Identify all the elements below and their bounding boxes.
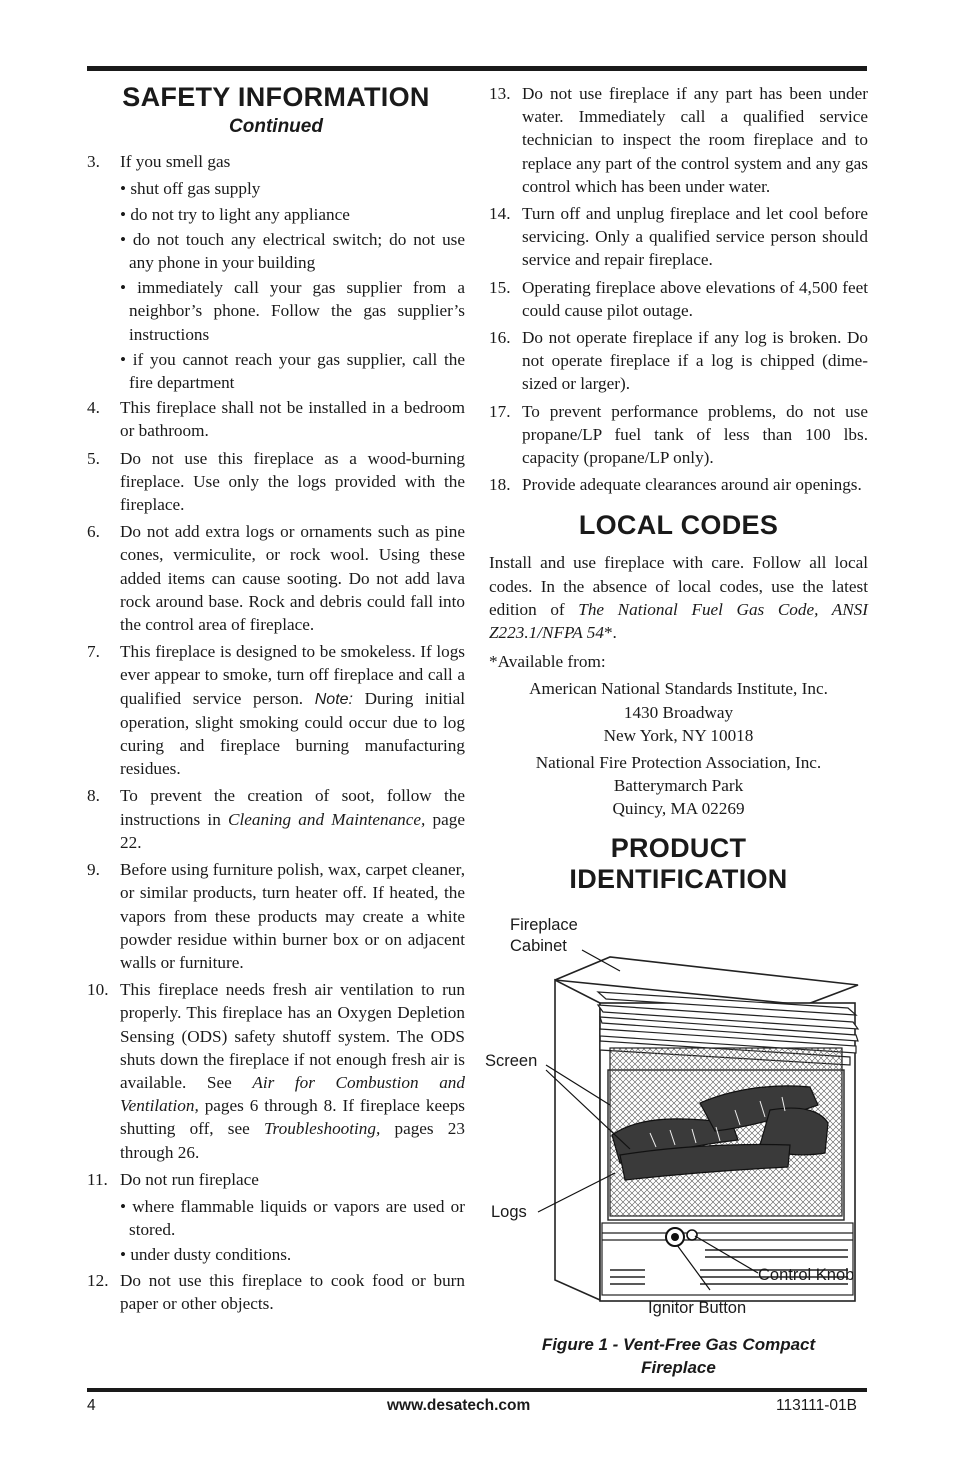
address-ansi: American National Standards Institute, Inc. 1430 Broadway New York, NY 10018 xyxy=(529,679,828,745)
label-control-knob: Control Knob xyxy=(758,1266,855,1284)
product-id-heading: PRODUCT IDENTIFICATION xyxy=(569,832,788,894)
bullet-item: • do not touch any electrical switch; do not use any phone in your building xyxy=(120,229,465,273)
list-item-14: 14. Turn off and unplug fireplace and let cool before servicing. Only a qualified service person should service and repair fireplace. xyxy=(489,204,868,270)
page-number: 4 xyxy=(87,1397,96,1414)
website-link[interactable]: www.desatech.com xyxy=(387,1397,531,1414)
available-from: *Available from: xyxy=(489,652,606,672)
list-item-3: 3. If you smell gas xyxy=(87,152,231,172)
local-codes-heading: LOCAL CODES xyxy=(578,510,779,541)
list-item-8: 8. To prevent the creation of soot, follow the instructions in Cleaning and Maintenance, page 22. xyxy=(87,786,465,852)
bullet-item: • under dusty conditions. xyxy=(120,1245,292,1265)
bullet-item: • shut off gas supply xyxy=(120,179,261,199)
list-item-17: 17. To prevent performance problems, do not use propane/LP fuel tank of less than 100 lbs. capacity (propane/LP only). xyxy=(489,401,868,468)
safety-heading: SAFETY INFORMATION xyxy=(122,82,430,112)
list-item-10: 10. This fireplace needs fresh air ventilation to run properly. This fireplace has an Oxygen Depletion Sensing (ODS) safety shutoff system. The ODS shuts down the fireplace if not enough fresh air is available. See Air for Combustion and Ventilation, pages 6 through 8. If fireplace keeps shutting off, see Troubleshooting, pages 23 through 26. xyxy=(87,980,465,1162)
note-label: Note: xyxy=(314,690,353,708)
list-item-16: 16. Do not operate fireplace if any log is broken. Do not operate fireplace if a log is chipped (dime-sized or larger). xyxy=(489,328,868,394)
list-item-12: 12. Do not use this fireplace to cook food or burn paper or other objects. xyxy=(87,1270,465,1313)
bullet-item: • if you cannot reach your gas supplier, call the fire department xyxy=(120,349,465,393)
label-screen: Screen xyxy=(485,1052,538,1070)
bullet-item: • immediately call your gas supplier from a neighbor’s phone. Follow the gas supplier’s instructions xyxy=(120,278,465,344)
safety-subheading: Continued xyxy=(229,116,323,137)
local-codes-paragraph: Install and use fireplace with care. Follow all local codes. In the absence of local codes, use the latest edition of The National Fuel Gas Code, ANSI Z223.1/NFPA 54*. xyxy=(489,553,869,643)
list-item-15: 15. Operating fireplace above elevations of 4,500 feet could cause pilot outage. xyxy=(489,277,868,320)
list-item-11: 11. Do not run fireplace xyxy=(87,1169,259,1189)
list-item-4: 4. This fireplace shall not be installed in a bedroom or bathroom. xyxy=(87,398,465,441)
item11-bullets xyxy=(87,1195,465,1267)
label-logs: Logs xyxy=(491,1203,527,1221)
top-rule xyxy=(87,66,867,71)
list-item-7: 7. This fireplace is designed to be smokeless. If logs ever appear to smoke, turn off fireplace and call a qualified service person. Note: During initial operation, slight smoking could occur due to log curing and fireplace burning manufacturing residues. xyxy=(87,642,466,779)
code-reference: The National Fuel Gas Code, ANSI Z223.1/NFPA 54 xyxy=(489,599,869,643)
bullet-item: • do not try to light any appliance xyxy=(120,204,350,224)
address-nfpa: National Fire Protection Association, Inc. Batterymarch Park Quincy, MA 02269 xyxy=(535,753,822,819)
list-item-9: 9. Before using furniture polish, wax, carpet cleaner, or similar products, turn heater off. If heated, the vapors from these products may create a white powder residue within burner box or on adjacent walls or furniture. xyxy=(87,860,465,972)
right-column xyxy=(489,82,868,895)
label-fireplace-cabinet: Fireplace Cabinet xyxy=(510,916,578,955)
list-item-5: 5. Do not use this fireplace as a wood-burning fireplace. Use only the logs provided with the fireplace. xyxy=(87,448,465,515)
left-column xyxy=(87,82,465,1319)
cross-reference: Cleaning and Maintenance, xyxy=(228,809,426,829)
list-item-6: 6. Do not add extra logs or ornaments such as pine cones, vermiculite, or rock wool. Using these added items can cause sooting. Do not add lava rock around base. Rock and debris could fall into the control area of fireplace. xyxy=(87,522,465,635)
list-item-13: 13. Do not use fireplace if any part has been under water. Immediately call a qualified service technician to inspect the room fireplace and to replace any part of the control system and any gas control which has been under water. xyxy=(489,84,868,196)
label-ignitor-button: Ignitor Button xyxy=(648,1299,747,1317)
bottom-rule xyxy=(87,1388,867,1392)
item3-bullets xyxy=(87,177,465,394)
cross-reference: Troubleshooting, xyxy=(263,1119,381,1139)
figure-caption: Figure 1 - Vent-Free Gas Compact Fireplace xyxy=(541,1335,816,1377)
document-number: 113111-01B xyxy=(776,1397,858,1414)
fireplace-illustration xyxy=(470,905,890,1325)
cross-reference: Air for Combustion and Ventilation, xyxy=(120,1072,465,1116)
bullet-item: • where flammable liquids or vapors are used or stored. xyxy=(120,1196,465,1240)
list-item-18: 18. Provide adequate clearances around air openings. xyxy=(489,475,862,495)
